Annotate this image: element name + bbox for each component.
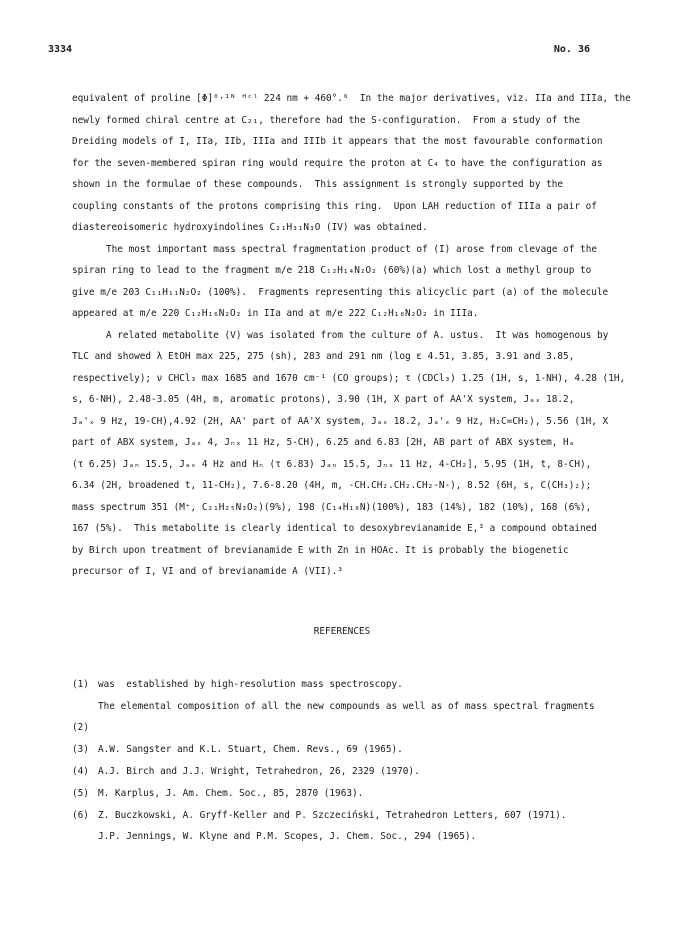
text-line: precursor of I, VI and of brevianamide A (VII).³ [72, 566, 343, 577]
text-line: for the seven-membered spiran ring would require the proton at C₄ to have the configuration as [72, 157, 603, 169]
reference-text: A.W. Sangster and K.L. Stuart, Chem. Revs., 69 (1965). [98, 744, 403, 756]
text-line: mass spectrum 351 (M⁺, C₂₁H₂₅N₃O₂)(9%), 198 (C₁₄H₁₈N)(100%), 183 (14%), 182 (10%), 168 (6%), [72, 501, 592, 513]
reference-item [72, 696, 612, 756]
body-text [72, 88, 631, 583]
text-line: Jₐ'ₓ 9 Hz, 19-CH),4.92 (2H, AA' part of AA'X system, Jₐₓ 18.2, Jₐ'ₓ 9 Hz, H₂C=CH₂), 5.56 (1H, X [72, 415, 609, 427]
reference-number: (1) [72, 678, 89, 690]
reference-text: A.J. Birch and J.J. Wright, Tetrahedron, 26, 2329 (1970). [98, 765, 420, 777]
text-line: newly formed chiral centre at C₂₁, therefore had the S-configuration. From a study of the [72, 114, 580, 126]
text-line: The most important mass spectral fragmentation product of (I) arose from clevage of the [106, 243, 598, 255]
text-line: (τ 6.25) Jₐₙ 15.5, Jₐₓ 4 Hz and Hₙ (τ 6.83) Jₐₙ 15.5, Jₙₓ 11 Hz, 4-CH₂], 5.95 (1H, t, 8-CH), [72, 458, 592, 470]
text-line: Dreiding models of I, IIa, IIb, IIIa and IIIb it appears that the most favourable conformation [72, 136, 603, 147]
reference-text: Z. Buczkowski, A. Gryff-Keller and P. Szczeciński, Tetrahedron Letters, 607 (1971). [98, 809, 567, 821]
text-line: s, 6-NH), 2.48-3.05 (4H, m, aromatic protons), 3.90 (1H, X part of AA'X system, Jₐₓ 18.2, [72, 394, 575, 405]
text-line: A related metabolite (V) was isolated from the culture of A. ustus. It was homogenous by [106, 329, 609, 341]
text-line: TLC and showed λ EtOH max 225, 275 (sh), 283 and 291 nm (log ε 4.51, 3.85, 3.91 and 3.85, [72, 351, 575, 362]
reference-number: (2) [72, 722, 89, 734]
text-line: shown in the formulae of these compounds. This assignment is strongly supported by the [72, 179, 564, 190]
references-list [72, 652, 612, 843]
text-line: 167 (5%). This metabolite is clearly identical to desoxybrevianamide E,³ a compound obtained [72, 523, 597, 534]
text-line: equivalent of proline [Φ]⁰·¹ᴺ ᴴᶜˡ 224 nm + 460°.⁶ In the major derivatives, viz. IIa and IIIa, the [72, 93, 631, 104]
text-line: spiran ring to lead to the fragment m/e 218 C₁₂H₁₄N₂O₂ (60%)(a) which lost a methyl group to [72, 265, 592, 276]
text-line: by Birch upon treatment of brevianamide E with Zn in HOAc. It is probably the biogenetic [72, 544, 569, 556]
reference-number: (6) [72, 809, 89, 821]
reference-number: (3) [72, 744, 89, 756]
text-line: 6.34 (2H, broadened t, 11-CH₂), 7.6-8.20 (4H, m, -CH.CH₂.CH₂.CH₂-N-), 8.52 (6H, s, C(CH₃)₂); [72, 480, 592, 491]
text-line: coupling constants of the protons comprising this ring. Upon LAH reduction of IIIa a pair of [72, 200, 597, 212]
reference-text: The elemental composition of all the new compounds as well as of mass spectral fragments [98, 700, 595, 712]
issue-number: No. 36 [553, 44, 590, 55]
text-line: diastereoisomeric hydroxyindolines C₂₁H₃₁N₃O (IV) was obtained. [72, 222, 428, 233]
references-heading: REFERENCES [313, 626, 371, 637]
text-line: respectively); ν CHCl₃ max 1685 and 1670 cm⁻¹ (CO groups); τ (CDCl₃) 1.25 (1H, s, 1-NH), 4.28 (1H, [72, 372, 626, 384]
text-line: appeared at m/e 220 C₁₂H₁₆N₂O₂ in IIa and at m/e 222 C₁₂H₁₈N₂O₂ in IIIa. [72, 308, 479, 319]
page-number: 3334 [48, 44, 73, 55]
reference-number: (5) [72, 787, 89, 799]
reference-continuation: was established by high-resolution mass spectroscopy. [98, 678, 403, 690]
text-line: part of ABX system, Jₐₓ 4, Jₙₓ 11 Hz, 5-CH), 6.25 and 6.83 [2H, AB part of ABX system, Hₐ [72, 437, 575, 448]
reference-text: J.P. Jennings, W. Klyne and P.M. Scopes, J. Chem. Soc., 294 (1965). [98, 831, 477, 843]
reference-number: (4) [72, 765, 89, 777]
reference-text: M. Karplus, J. Am. Chem. Soc., 85, 2870 (1963). [98, 787, 364, 799]
text-line: give m/e 203 C₁₁H₁₁N₂O₂ (100%). Fragments representing this alicyclic part (a) of the molecule [72, 286, 609, 298]
